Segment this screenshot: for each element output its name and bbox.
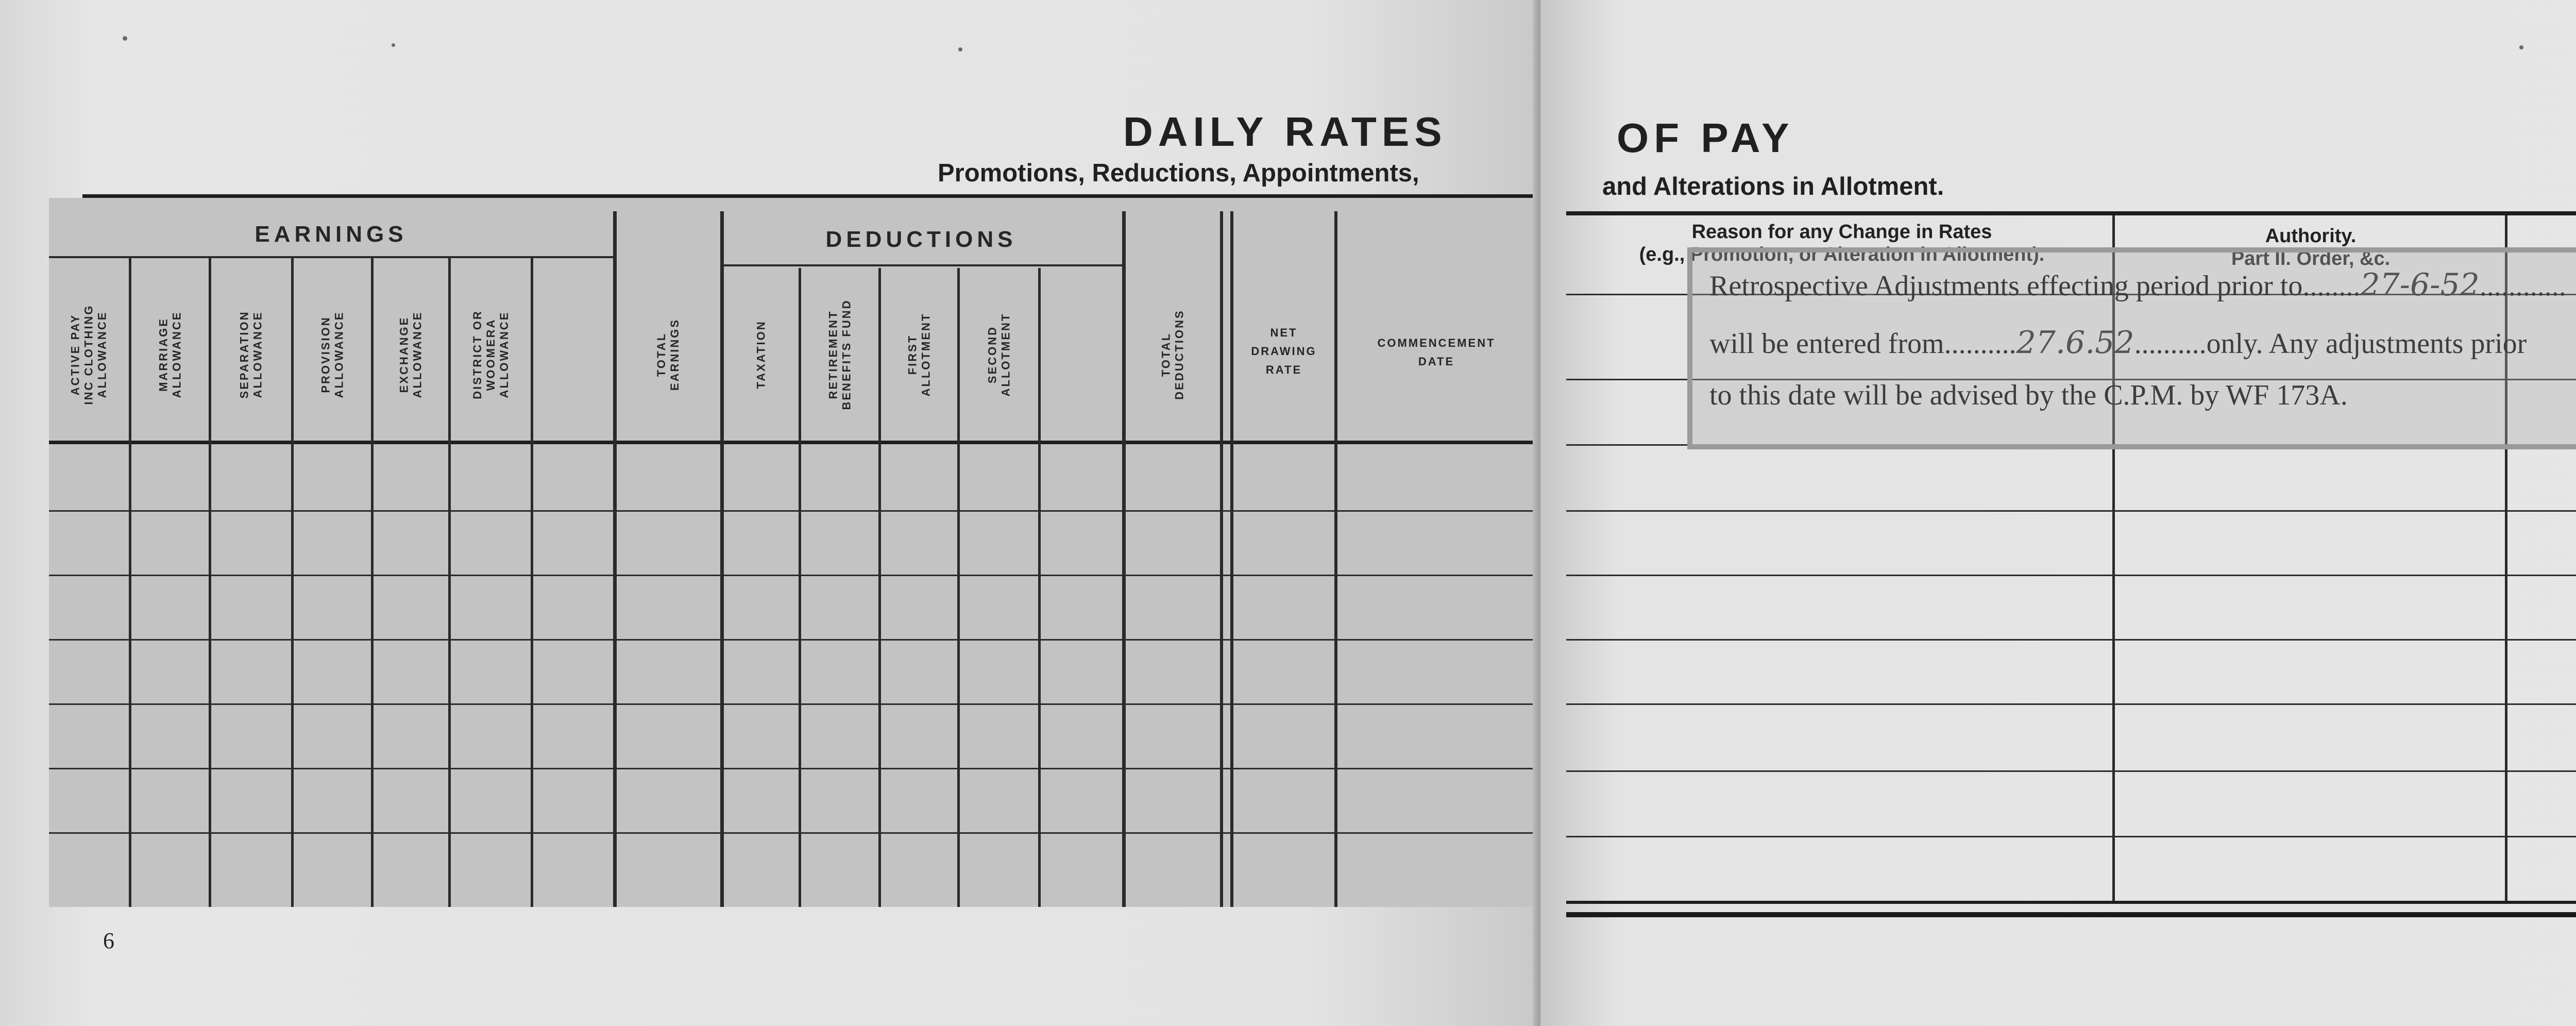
col-header-provision: PROVISION ALLOWANCE xyxy=(319,311,346,398)
stamp-line-2: will be entered from..........27.6.52..........only. Any adjustments prior xyxy=(1709,325,2527,361)
row-rule xyxy=(49,510,1535,512)
rule-bottom-right xyxy=(1566,901,2576,904)
col-header-taxation: TAXATION xyxy=(754,319,768,389)
rule-top xyxy=(82,194,1540,198)
col-header-district-woomera: DISTRICT OR WOOMERA ALLOWANCE xyxy=(470,309,511,399)
row-rule xyxy=(1566,510,2576,512)
page-title-right: OF PAY xyxy=(1617,115,1794,161)
col-line xyxy=(1334,211,1337,907)
page-title-left: DAILY RATES xyxy=(1123,109,1447,155)
row-rule xyxy=(1566,639,2576,641)
paper-speck xyxy=(958,47,962,52)
col-line xyxy=(1220,211,1223,907)
row-rule xyxy=(1566,770,2576,772)
subtitle-right: and Alterations in Allotment. xyxy=(1602,173,1944,200)
col-header-net-drawing-rate: NET DRAWING RATE xyxy=(1251,326,1317,376)
stamp-line-3: to this date will be advised by the C.P.M. by WF 173A. xyxy=(1709,379,2348,411)
col-header-blank-earnings xyxy=(533,268,613,441)
col-header-first-allotment: FIRST ALLOTMENT xyxy=(906,312,932,396)
paper-speck xyxy=(123,36,127,41)
paper-speck xyxy=(2519,45,2523,49)
col-header-total-earnings: TOTAL EARNINGS xyxy=(655,318,682,391)
col-header-exchange: EXCHANGE ALLOWANCE xyxy=(397,311,424,398)
col-header-reason: Reason for any Change in Rates (e.g., Promotion, or Alteration in Allotment). xyxy=(1639,221,2045,265)
paper-speck xyxy=(392,43,395,47)
subtitle-left: Promotions, Reductions, Appointments, xyxy=(938,159,1419,187)
row-rule xyxy=(1566,575,2576,576)
handwritten-date-2: 27.6.52 xyxy=(2016,325,2134,361)
col-line xyxy=(1230,211,1233,907)
deductions-underline xyxy=(720,264,1122,266)
rule-top-right xyxy=(1566,211,2576,215)
row-rule xyxy=(49,832,1535,834)
col-header-active-pay: ACTIVE PAY INC CLOTHING ALLOWANCE xyxy=(69,304,109,405)
row-rule xyxy=(1566,836,2576,837)
col-header-marriage: MARRIAGE ALLOWANCE xyxy=(157,311,183,398)
col-header-retirement-fund: RETIREMENT BENEFITS FUND xyxy=(826,299,853,410)
col-header-commencement-date: COMMENCEMENT DATE xyxy=(1377,337,1496,368)
col-header-authority: Authority. Part II. Order, &c. xyxy=(2231,225,2391,270)
col-header-separation: SEPARATION ALLOWANCE xyxy=(238,310,264,398)
col-line xyxy=(720,211,724,907)
group-deductions-label: DEDUCTIONS xyxy=(825,227,1017,252)
rule-bottom-right-heavy xyxy=(1566,912,2576,917)
stamp-line-1: Retrospective Adjustments effecting period prior to........27-6-52............ xyxy=(1709,267,2566,303)
page-number-left: 6 xyxy=(103,928,114,953)
col-line xyxy=(613,211,617,907)
col-header-second-allotment: SECOND ALLOTMENT xyxy=(986,312,1012,396)
group-earnings-label: EARNINGS xyxy=(255,222,408,247)
row-rule xyxy=(1566,703,2576,705)
row-rule xyxy=(49,575,1535,576)
col-header-blank-deductions xyxy=(1041,268,1122,441)
handwritten-date-1: 27-6-52 xyxy=(2360,267,2480,303)
row-rule xyxy=(49,639,1535,641)
row-rule xyxy=(49,768,1535,769)
earnings-underline xyxy=(49,256,613,258)
col-line xyxy=(1122,211,1126,907)
header-bottom-rule xyxy=(49,441,1535,444)
col-header-total-deductions: TOTAL DEDUCTIONS xyxy=(1159,309,1186,400)
row-rule xyxy=(49,703,1535,705)
